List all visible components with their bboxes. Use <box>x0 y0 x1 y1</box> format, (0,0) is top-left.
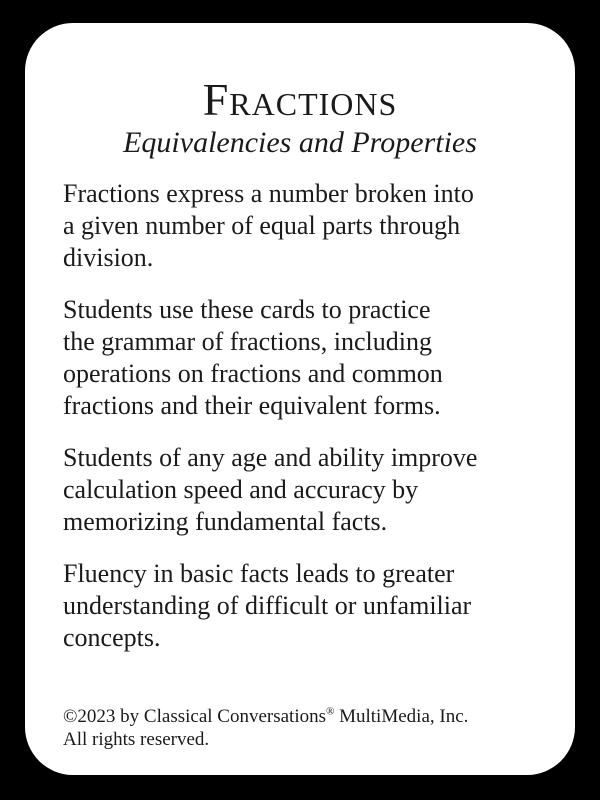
paragraph <box>63 294 537 422</box>
text-line: operations on fractions and common <box>63 359 443 388</box>
text-line: Students of any age and ability improve <box>63 443 478 472</box>
paragraph <box>63 558 537 654</box>
copyright-text-suffix: MultiMedia, Inc. <box>334 706 469 727</box>
text-line: understanding of difficult or unfamiliar <box>63 591 472 620</box>
text-line: memorizing fundamental facts. <box>63 507 388 536</box>
card-subtitle: Equivalencies and Properties <box>123 126 477 159</box>
text-line: fractions and their equivalent forms. <box>63 391 441 420</box>
text-line: a given number of equal parts through <box>63 211 461 240</box>
flashcard <box>25 23 575 775</box>
paragraph <box>63 178 537 274</box>
text-line: Students use these cards to practice <box>63 295 431 324</box>
flashcard-content <box>25 23 575 775</box>
copyright-notice <box>63 705 468 751</box>
copyright-line-2: All rights reserved. <box>63 729 210 750</box>
text-line: Fractions express a number broken into <box>63 179 474 208</box>
registered-trademark-symbol: ® <box>326 705 335 718</box>
copyright-line-1 <box>63 705 468 728</box>
card-body <box>63 178 537 654</box>
text-line: the grammar of fractions, including <box>63 327 432 356</box>
copyright-text: ©2023 by Classical Conversations <box>63 706 326 727</box>
card-title: Fractions <box>202 74 398 125</box>
paragraph <box>63 442 537 538</box>
text-line: concepts. <box>63 623 161 652</box>
text-line: division. <box>63 243 154 272</box>
text-line: Fluency in basic facts leads to greater <box>63 559 455 588</box>
text-line: calculation speed and accuracy by <box>63 475 419 504</box>
